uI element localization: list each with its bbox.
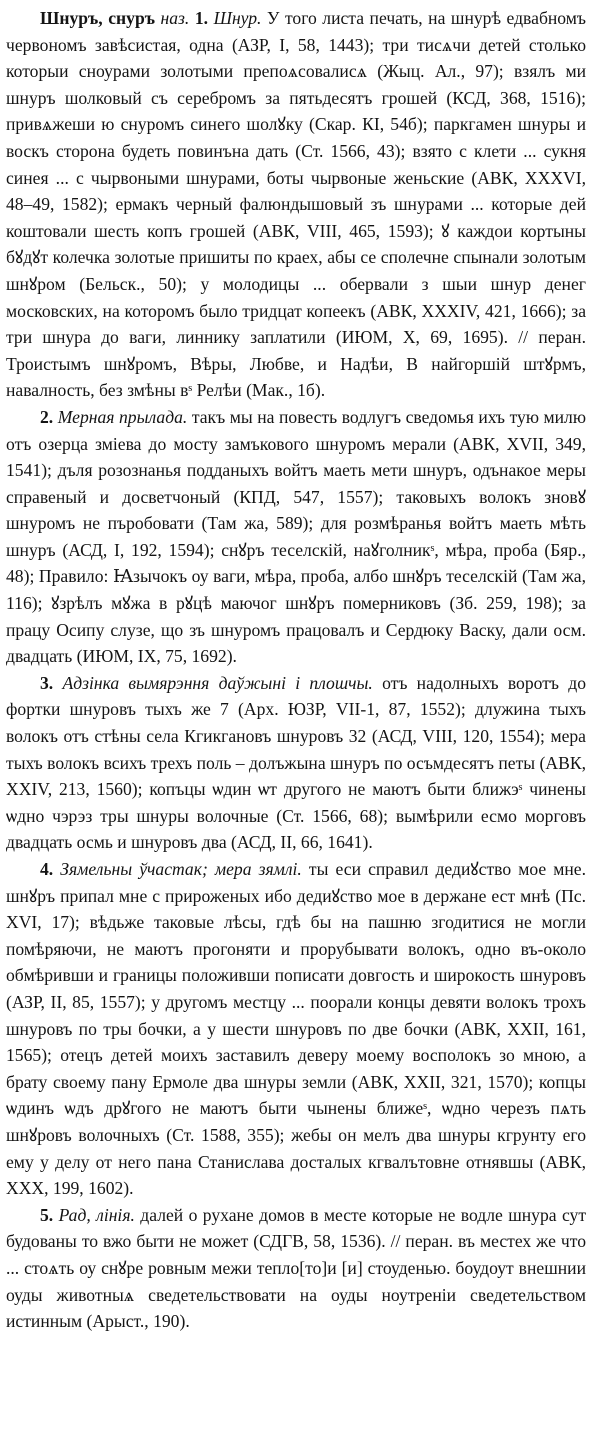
sense-gloss: Зямельны ўчастак; мера зямлі. <box>60 859 302 879</box>
sense-text: ты еси справил дедиꙋство мое мне. шнꙋръ припал мне с прироженых ибо дедиꙋство мое в держане ест мнѣ (Пс. XVI, 17); вѣдьже таковые лѣсы, гдѣ бы на пашню згодитися не могли помѣряючи, не маютъ прогоняти и прорубывати волокъ, одно въ-около обмѣривши и границы положивши пописати довгость и широкость шнуровъ (АЗР, II, 85, 1557); у другомъ местцу ... поорали концы девяти волокъ трохъ шнуровъ по тры бочки, а у шести шнуровъ по две бочки (АВК, XXII, 161, 1565); отецъ детей моихъ заставилъ деверу моему восполокъ зо мною, а брату своему пану Ермоле два шнуры земли (АВК, XXII, 321, 1570); копцы ѡдинъ ѡдъ дрꙋгого не маютъ быти чынены ближеˢ, ѡдно черезъ пѧть шнꙋровъ волочныхъ (Ст. 1588, 355); жебы он мелъ два шнуры кгрунту его ему у делу от него пана Станислава досталых кгвалътовне отнявшы (АВК, XXX, 199, 1602). <box>6 859 586 1199</box>
sense-2-paragraph <box>6 404 586 670</box>
sense-number: 1. <box>194 8 209 28</box>
sense-number: 4. <box>40 859 54 879</box>
sense-text: У того листа печать, на шнурѣ едвабномъ червономъ завѣсистая, одна (АЗР, I, 58, 1443); три тисѧчи детей столько которыи сноурами золотыми препоѧсовалисѧ (Жыц. Ал., 97); взялъ ми шнуръ шолковый съ серебромъ за пятьдесятъ грошей (КСД, 368, 1516); привѧжеши ю снуромъ синего шолꙋку (Скар. КІ, 54б); паркгамен шнуры и воскъ сторона будеть повинъна дать (Ст. 1566, 43); взято с клети ... сукня синея ... с чырвоными шнурами, боты чырвоные женьские (АВК, XXXVI, 48–49, 1582); ермакъ черный фалюндышовый зъ шнурами ... которые дей коштовали шесть копъ грошей (АВК, VIII, 465, 1593); ꙋ каждои кортыны бꙋдꙋт колечка золотые пришиты по краех, абы се сполечне спынали золотым шнꙋром (Бельск., 50); у молодицы ... обервали з шыи шнур денег московских, на которомъ было тридцат копеекъ (АВК, XXXIV, 421, 1666); за три шнура до ваги, линнику заплатили (ИЮМ, X, 69, 1695). // перан. Троистымъ шнꙋромъ, Вѣры, Любве, и Надѣи, В найгоршій штꙋрмъ, навалность, без змѣны вˢ Релѣи (Мак., 1б). <box>6 8 586 401</box>
sense-text: далей о рухане домов в месте которые не водле шнура сут будованы то вжо быти не может (СДГВ, 58, 1536). // перан. въ местех же что ... стоѧть оу снꙋре ровным межи тепло[то]и [и] стоуденью. боудоут внешнии оуды животныѧ сведетельствовати на оуды ноутреніи сведетельством истинным (Арыст., 190). <box>6 1204 587 1332</box>
sense-gloss: Рад, лінія. <box>58 1204 135 1225</box>
sense-text: такъ мы на повесть водлугъ сведомья ихъ тую милю отъ озерца зміева до мосту замъкового шнуромъ мерали (АВК, XVII, 349, 1541); дъля розознанья подданыхъ войтъ маеть мети шнуръ, одънакое меры справеный и досветчоный (КПД, 547, 1557); таковыхъ волокъ зновꙋ шнуромъ не пъробовати (Там жа, 589); для розмѣранья войтъ маеть мѣть шнуръ (АСД, I, 192, 1594); снꙋръ теселскій, наꙋголникˢ, мѣра, проба (Бяр., 48); Правило: Ꙗзычокъ оу ваги, мѣра, проба, албо шнꙋръ теселскій (Там жа, 116); ꙋзрѣлъ мꙋжа в рꙋцѣ маючог шнꙋръ померниковъ (Зб. 259, 198); за працу Осипу слузе, що зъ шнуромъ працовалъ и Сердюку Васку, дали осм. двадцать (ИЮМ, IX, 75, 1692). <box>6 406 586 667</box>
sense-4-paragraph <box>6 856 586 1202</box>
sense-1-paragraph <box>6 5 586 404</box>
sense-5-paragraph <box>6 1202 586 1335</box>
sense-gloss: Адзінка вымярэння даўжыні і плошчы. <box>62 672 373 693</box>
sense-text: отъ надолныхъ воротъ до фортки шнуровъ тыхъ же 7 (Арх. ЮЗР, VII-1, 87, 1552); длужина тыхъ волокъ отъ стѣны села Кгикгановъ шнуровъ 32 (АСД, VIII, 120, 1554); мера тыхъ волокъ всихъ трехъ поль – долъжына шнуръ по осъмдесятъ петы (АВК, XXIV, 213, 1560); копъцы ѡдин ѡт другого не маютъ быти ближэˢ чинены ѡдно чэрэз тры шнуры волочные (Ст. 1566, 68); вымѣрили есмо морговъ двадцать осмь и шнуровъ два (АСД, II, 66, 1641). <box>6 672 586 853</box>
sense-number: 5. <box>40 1204 54 1225</box>
grammar-label: наз. <box>160 8 190 28</box>
headword: Шнуръ, снуръ <box>40 8 155 28</box>
sense-number: 3. <box>40 672 54 693</box>
sense-gloss: Шнур. <box>213 8 262 28</box>
sense-number: 2. <box>40 406 54 427</box>
sense-gloss: Мерная прылада. <box>57 406 188 427</box>
sense-3-paragraph <box>6 670 586 856</box>
